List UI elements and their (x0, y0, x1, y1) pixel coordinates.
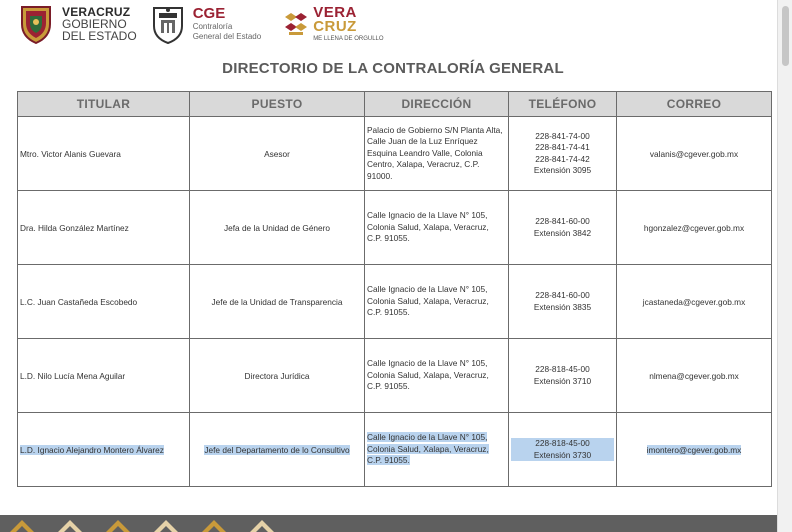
scrollbar-thumb[interactable] (782, 6, 789, 66)
footer-chevron-shape (58, 520, 82, 532)
titular-cell (18, 413, 190, 487)
telefono-line[interactable]: Extensión 3842 (533, 227, 592, 238)
titular-cell (18, 117, 190, 191)
direccion-cell (365, 191, 509, 265)
veracruz-line1: VERACRUZ (62, 5, 131, 19)
footer-chevron-shape (250, 520, 274, 532)
cge-line2: General del Estado (192, 32, 262, 41)
titular-cell-text[interactable]: L.D. Nilo Lucía Mena Aguilar (20, 370, 126, 381)
correo-cell-text[interactable]: valanis@cgever.gob.mx (649, 148, 739, 159)
telefono-line[interactable]: 228-841-60-00 (535, 290, 590, 300)
vertical-scrollbar[interactable] (777, 0, 792, 532)
direccion-cell-text[interactable]: Calle Ignacio de la Llave N° 105, Colonia Salud, Xalapa, Veracruz, C.P. 91055. (367, 358, 489, 392)
telefono-line[interactable]: 228-818-45-00 (535, 364, 590, 374)
titular-cell (18, 339, 190, 413)
puesto-cell (190, 265, 365, 339)
correo-cell-text[interactable]: jcastaneda@cgever.gob.mx (642, 296, 746, 307)
brand-tagline: ME LLENA DE ORGULLO (313, 36, 384, 42)
footer-chevron-shape (106, 520, 130, 532)
cge-line1: Contraloría (192, 22, 233, 31)
direccion-cell (365, 413, 509, 487)
direccion-cell (365, 339, 509, 413)
puesto-cell-text[interactable]: Jefe del Departamento de lo Consultivo (204, 444, 350, 455)
table-row (18, 265, 772, 339)
titular-cell-text[interactable]: Dra. Hilda González Martínez (20, 222, 129, 233)
puesto-cell (190, 191, 365, 265)
directory-table (17, 91, 772, 487)
correo-cell (617, 413, 772, 487)
direccion-cell (365, 265, 509, 339)
table-row (18, 117, 772, 191)
direccion-cell-text[interactable]: Palacio de Gobierno S/N Planta Alta, Calle Juan de la Luz Enríquez Esquina Leandro Valle, Colonia Centro, Xalapa, Veracruz, C.P. 91000. (367, 124, 503, 181)
telefono-line[interactable]: Extensión 3710 (533, 375, 592, 386)
column-header-puesto: PUESTO (190, 92, 365, 117)
puesto-cell-text[interactable]: Jefa de la Unidad de Género (223, 222, 331, 233)
correo-cell-text[interactable]: hgonzalez@cgever.gob.mx (643, 222, 745, 233)
telefono-cell (509, 339, 617, 413)
veracruz-line3: DEL ESTADO (62, 29, 137, 43)
titular-cell (18, 191, 190, 265)
puesto-cell (190, 413, 365, 487)
footer-chevron-shape (202, 520, 226, 532)
veracruz-government-logo (18, 4, 137, 44)
brand-line2: CRUZ (313, 18, 357, 35)
telefono-line[interactable]: 228-841-74-42 (535, 153, 590, 164)
table-row (18, 413, 772, 487)
cge-acronym: CGE (192, 5, 226, 22)
correo-cell (617, 191, 772, 265)
telefono-line[interactable]: 228-818-45-00 (511, 438, 614, 450)
telefono-cell (509, 117, 617, 191)
titular-cell-text[interactable]: Mtro. Victor Alanis Guevara (20, 148, 121, 159)
footer-decorative-band (0, 515, 778, 532)
puesto-cell (190, 117, 365, 191)
cge-logo (149, 4, 262, 44)
brand-line1: VERA (313, 4, 357, 21)
titular-cell (18, 265, 190, 339)
titular-cell-text[interactable]: L.C. Juan Castañeda Escobedo (20, 296, 138, 307)
footer-chevron-shape (154, 520, 178, 532)
veracruz-shield-icon (18, 4, 54, 44)
correo-cell (617, 339, 772, 413)
table-row (18, 339, 772, 413)
veracruz-brand-logo (283, 6, 383, 42)
table-row (18, 191, 772, 265)
column-header-titular: TITULAR (18, 92, 190, 117)
puesto-cell-text[interactable]: Jefe de la Unidad de Transparencia (211, 296, 343, 307)
telefono-line[interactable]: 228-841-74-41 (535, 142, 590, 152)
document-title: DIRECTORIO DE LA CONTRALORÍA GENERAL (222, 60, 564, 77)
puesto-cell-text[interactable]: Directora Jurídica (244, 370, 310, 381)
brand-pattern-icon (283, 11, 309, 37)
correo-cell (617, 117, 772, 191)
direccion-cell (365, 117, 509, 191)
titular-cell-text[interactable]: L.D. Ignacio Alejandro Montero Álvarez (20, 444, 164, 455)
correo-cell-text[interactable]: nlmena@cgever.gob.mx (649, 370, 739, 381)
cge-emblem-icon (149, 4, 187, 44)
direccion-cell-text[interactable]: Calle Ignacio de la Llave N° 105, Colonia Salud, Xalapa, Veracruz, C.P. 91055. (367, 432, 489, 466)
telefono-line[interactable]: Extensión 3835 (533, 301, 592, 312)
telefono-line[interactable]: 228-841-74-00 (535, 130, 590, 141)
telefono-line[interactable]: Extensión 3095 (533, 165, 592, 175)
telefono-cell (509, 265, 617, 339)
header-logos (18, 2, 384, 46)
column-header-telefono: TELÉFONO (509, 92, 617, 117)
correo-cell-text[interactable]: imontero@cgever.gob.mx (646, 444, 742, 455)
puesto-cell-text[interactable]: Asesor (264, 148, 290, 159)
telefono-line[interactable]: Extensión 3730 (511, 450, 614, 462)
telefono-line[interactable]: 228-841-60-00 (535, 216, 590, 226)
column-header-direccion: DIRECCIÓN (365, 92, 509, 117)
column-header-correo: CORREO (617, 92, 772, 117)
direccion-cell-text[interactable]: Calle Ignacio de la Llave N° 105, Colonia Salud, Xalapa, Veracruz, C.P. 91055. (367, 284, 489, 318)
correo-cell (617, 265, 772, 339)
puesto-cell (190, 339, 365, 413)
telefono-cell (509, 413, 617, 487)
direccion-cell-text[interactable]: Calle Ignacio de la Llave N° 105, Colonia Salud, Xalapa, Veracruz, C.P. 91055. (367, 210, 489, 244)
footer-chevron-shape (10, 520, 34, 532)
veracruz-line2: GOBIERNO (62, 17, 127, 31)
table-header-row (18, 92, 772, 117)
telefono-cell (509, 191, 617, 265)
